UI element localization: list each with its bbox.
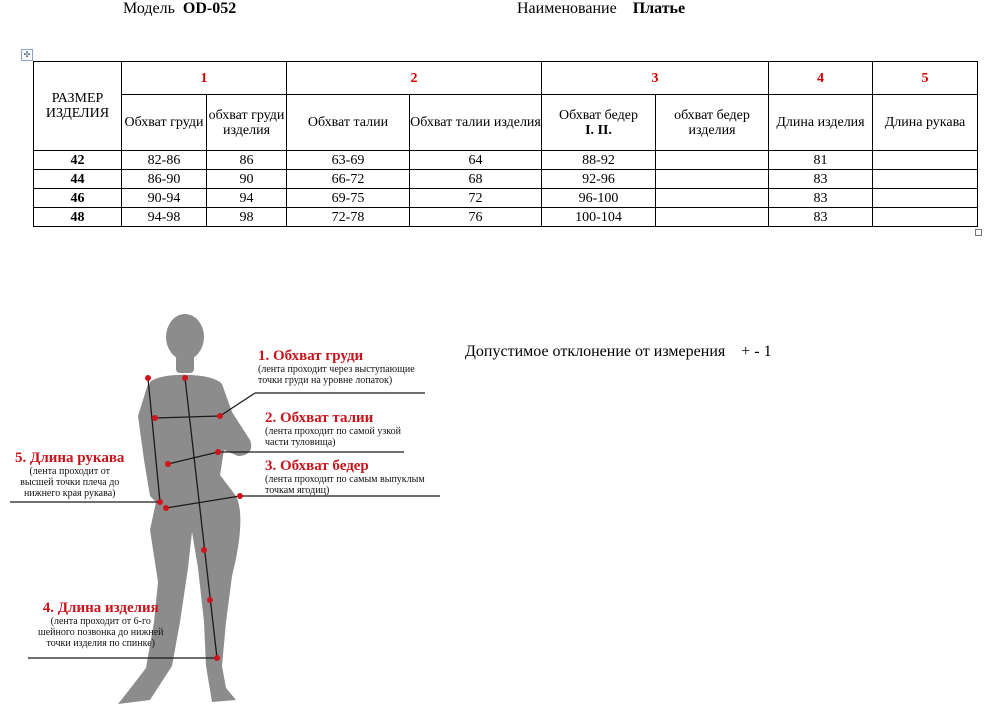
- cell: 63-69: [287, 151, 410, 170]
- cell: 86: [207, 151, 287, 170]
- table-row: [34, 151, 978, 170]
- col-waist: Обхват талии: [287, 95, 410, 151]
- annotation-note: (лента проходит по самой узкой: [265, 426, 401, 437]
- col-waist-garment: Обхват талии изделия: [410, 95, 542, 151]
- size-table: [33, 61, 978, 227]
- col-hips-label: Обхват бедер: [559, 107, 638, 123]
- cell: 64: [410, 151, 542, 170]
- cell: [656, 208, 769, 227]
- annotation-hips: [265, 458, 425, 496]
- tolerance-label: Допустимое отклонение от измерения: [465, 343, 726, 360]
- annotation-note: высшей точки плеча до: [20, 477, 120, 488]
- cell: 86-90: [122, 170, 207, 189]
- cell: [873, 170, 978, 189]
- cell: 68: [410, 170, 542, 189]
- cell: 83: [769, 208, 873, 227]
- cell: [873, 151, 978, 170]
- table-row: [34, 170, 978, 189]
- cell: [656, 170, 769, 189]
- col-hips-garment: обхват бедер изделия: [656, 95, 769, 151]
- col-sleeve: Длина рукава: [873, 95, 978, 151]
- model-heading: [123, 0, 236, 18]
- cell: 88-92: [542, 151, 656, 170]
- annotation-note: (лента проходит от: [29, 466, 110, 477]
- cell: 96-100: [542, 189, 656, 208]
- size-header: РАЗМЕР ИЗДЕЛИЯ: [45, 91, 110, 121]
- cell: 76: [410, 208, 542, 227]
- size-cell: 46: [34, 189, 122, 208]
- product-name-heading: [517, 0, 685, 18]
- col-chest-garment: обхват груди изделия: [207, 95, 287, 151]
- cell: 82-86: [122, 151, 207, 170]
- cell: 92-96: [542, 170, 656, 189]
- annotation-note: (лента проходит через выступающие: [258, 364, 415, 375]
- model-value: OD-052: [182, 0, 237, 17]
- annotation-note: точкам ягодиц): [265, 485, 330, 496]
- cell: 90: [207, 170, 287, 189]
- annotation-sleeve: [15, 450, 124, 499]
- group-5: 5: [873, 62, 978, 95]
- col-length: Длина изделия: [769, 95, 873, 151]
- group-1: 1: [122, 62, 287, 95]
- size-cell: 42: [34, 151, 122, 170]
- annotation-note: шейного позвонка до нижней: [38, 627, 164, 638]
- table-resize-handle[interactable]: [975, 229, 982, 236]
- cell: 72-78: [287, 208, 410, 227]
- annotation-title: 3. Обхват бедер: [265, 458, 369, 474]
- tolerance-value: + - 1: [741, 343, 772, 360]
- group-4: 4: [769, 62, 873, 95]
- annotation-title: 5. Длина рукава: [15, 450, 125, 466]
- cell: [656, 151, 769, 170]
- cell: 72: [410, 189, 542, 208]
- size-cell: 48: [34, 208, 122, 227]
- cell: 69-75: [287, 189, 410, 208]
- table-row: [34, 208, 978, 227]
- annotation-note: (лента проходит по самым выпуклым: [265, 474, 425, 485]
- cell: 66-72: [287, 170, 410, 189]
- col-chest: Обхват груди: [122, 95, 207, 151]
- cell: 81: [769, 151, 873, 170]
- annotation-note: части туловища): [265, 437, 336, 448]
- annotation-waist: [265, 410, 401, 448]
- cell: 83: [769, 189, 873, 208]
- group-2: 2: [287, 62, 542, 95]
- cell: 100-104: [542, 208, 656, 227]
- annotation-chest: [258, 348, 415, 386]
- cell: 94: [207, 189, 287, 208]
- annotation-note: точки груди на уровне лопаток): [258, 375, 393, 386]
- name-label: Наименование: [517, 0, 617, 17]
- cell: 83: [769, 170, 873, 189]
- tolerance-note: [465, 343, 772, 361]
- col-hips-sub: I. II.: [585, 122, 612, 138]
- annotation-note: нижнего края рукава): [23, 488, 116, 499]
- cell: 90-94: [122, 189, 207, 208]
- annotation-length: [38, 600, 164, 649]
- table-row: [34, 189, 978, 208]
- annotation-title: 4. Длина изделия: [42, 600, 159, 616]
- measurement-figure: [0, 300, 470, 709]
- cell: [873, 208, 978, 227]
- annotation-title: 2. Обхват талии: [265, 410, 374, 426]
- col-hips: [542, 95, 656, 151]
- cell: [873, 189, 978, 208]
- model-label: Модель: [123, 0, 175, 17]
- table-move-handle-icon[interactable]: ✣: [21, 49, 33, 61]
- cell: 94-98: [122, 208, 207, 227]
- annotation-note: точки изделия по спинке): [46, 638, 156, 649]
- size-cell: 44: [34, 170, 122, 189]
- cell: 98: [207, 208, 287, 227]
- group-3: 3: [542, 62, 769, 95]
- annotation-title: 1. Обхват груди: [258, 348, 364, 364]
- size-header-cell: [34, 62, 122, 151]
- name-value: Платье: [632, 0, 686, 17]
- annotation-note: (лента проходит от 6-го: [50, 616, 151, 627]
- cell: [656, 189, 769, 208]
